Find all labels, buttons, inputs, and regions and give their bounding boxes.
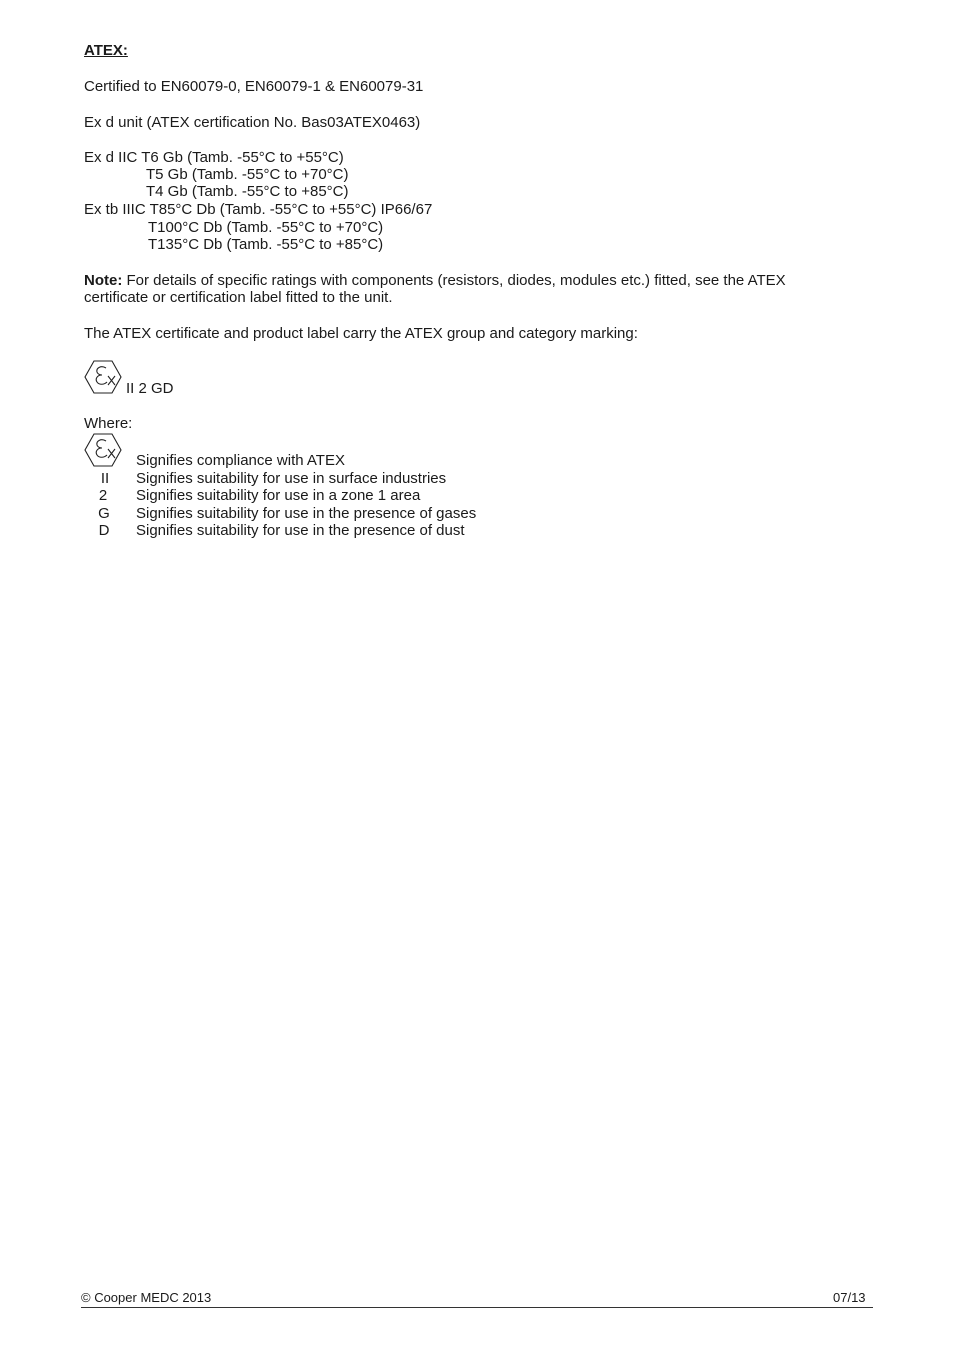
gas-rating-2: T5 Gb (Tamb. -55°C to +70°C): [146, 166, 349, 183]
legend-desc: Signifies suitability for use in a zone 1 area: [136, 487, 421, 504]
ex-hexagon-icon: [84, 433, 122, 467]
where-label: Where:: [84, 415, 133, 432]
legend-code: 2: [98, 487, 108, 504]
dust-rating-3: T135°C Db (Tamb. -55°C to +85°C): [148, 236, 384, 253]
dust-rating-1: Ex tb IIIC T85°C Db (Tamb. -55°C to +55°C) IP66/67: [84, 201, 433, 218]
note-text: For details of specific ratings with components (resistors, diodes, modules etc.) fitted, see the ATEX certificate or certification label fitted to the unit.: [84, 272, 786, 306]
legend-desc: Signifies suitability for use in the presence of dust: [136, 522, 465, 539]
legend-desc: Signifies suitability for use in the presence of gases: [136, 505, 477, 522]
marking-intro: The ATEX certificate and product label carry the ATEX group and category marking:: [84, 325, 638, 342]
ex-hexagon-icon: [84, 360, 122, 394]
legend-desc: Signifies suitability for use in surface industries: [136, 470, 447, 487]
gas-rating-1: Ex d IIC T6 Gb (Tamb. -55°C to +55°C): [84, 149, 344, 166]
note-label: Note:: [84, 272, 123, 289]
certified-standards: Certified to EN60079-0, EN60079-1 & EN60079-31: [84, 78, 424, 95]
certification-number: Ex d unit (ATEX certification No. Bas03ATEX0463): [84, 114, 421, 131]
section-heading: ATEX:: [84, 42, 128, 59]
dust-rating-2: T100°C Db (Tamb. -55°C to +70°C): [148, 219, 384, 236]
legend-code: D: [98, 522, 110, 539]
note-paragraph: [84, 272, 824, 306]
footer-date: 07/13: [833, 1290, 866, 1305]
gas-rating-3: T4 Gb (Tamb. -55°C to +85°C): [146, 183, 349, 200]
footer-divider: [81, 1307, 873, 1308]
footer-copyright: © Cooper MEDC 2013: [81, 1290, 212, 1305]
legend-desc: Signifies compliance with ATEX: [136, 452, 345, 469]
legend-code: G: [98, 505, 110, 522]
marking-code: II 2 GD: [126, 380, 174, 397]
legend-code: II: [100, 470, 110, 487]
